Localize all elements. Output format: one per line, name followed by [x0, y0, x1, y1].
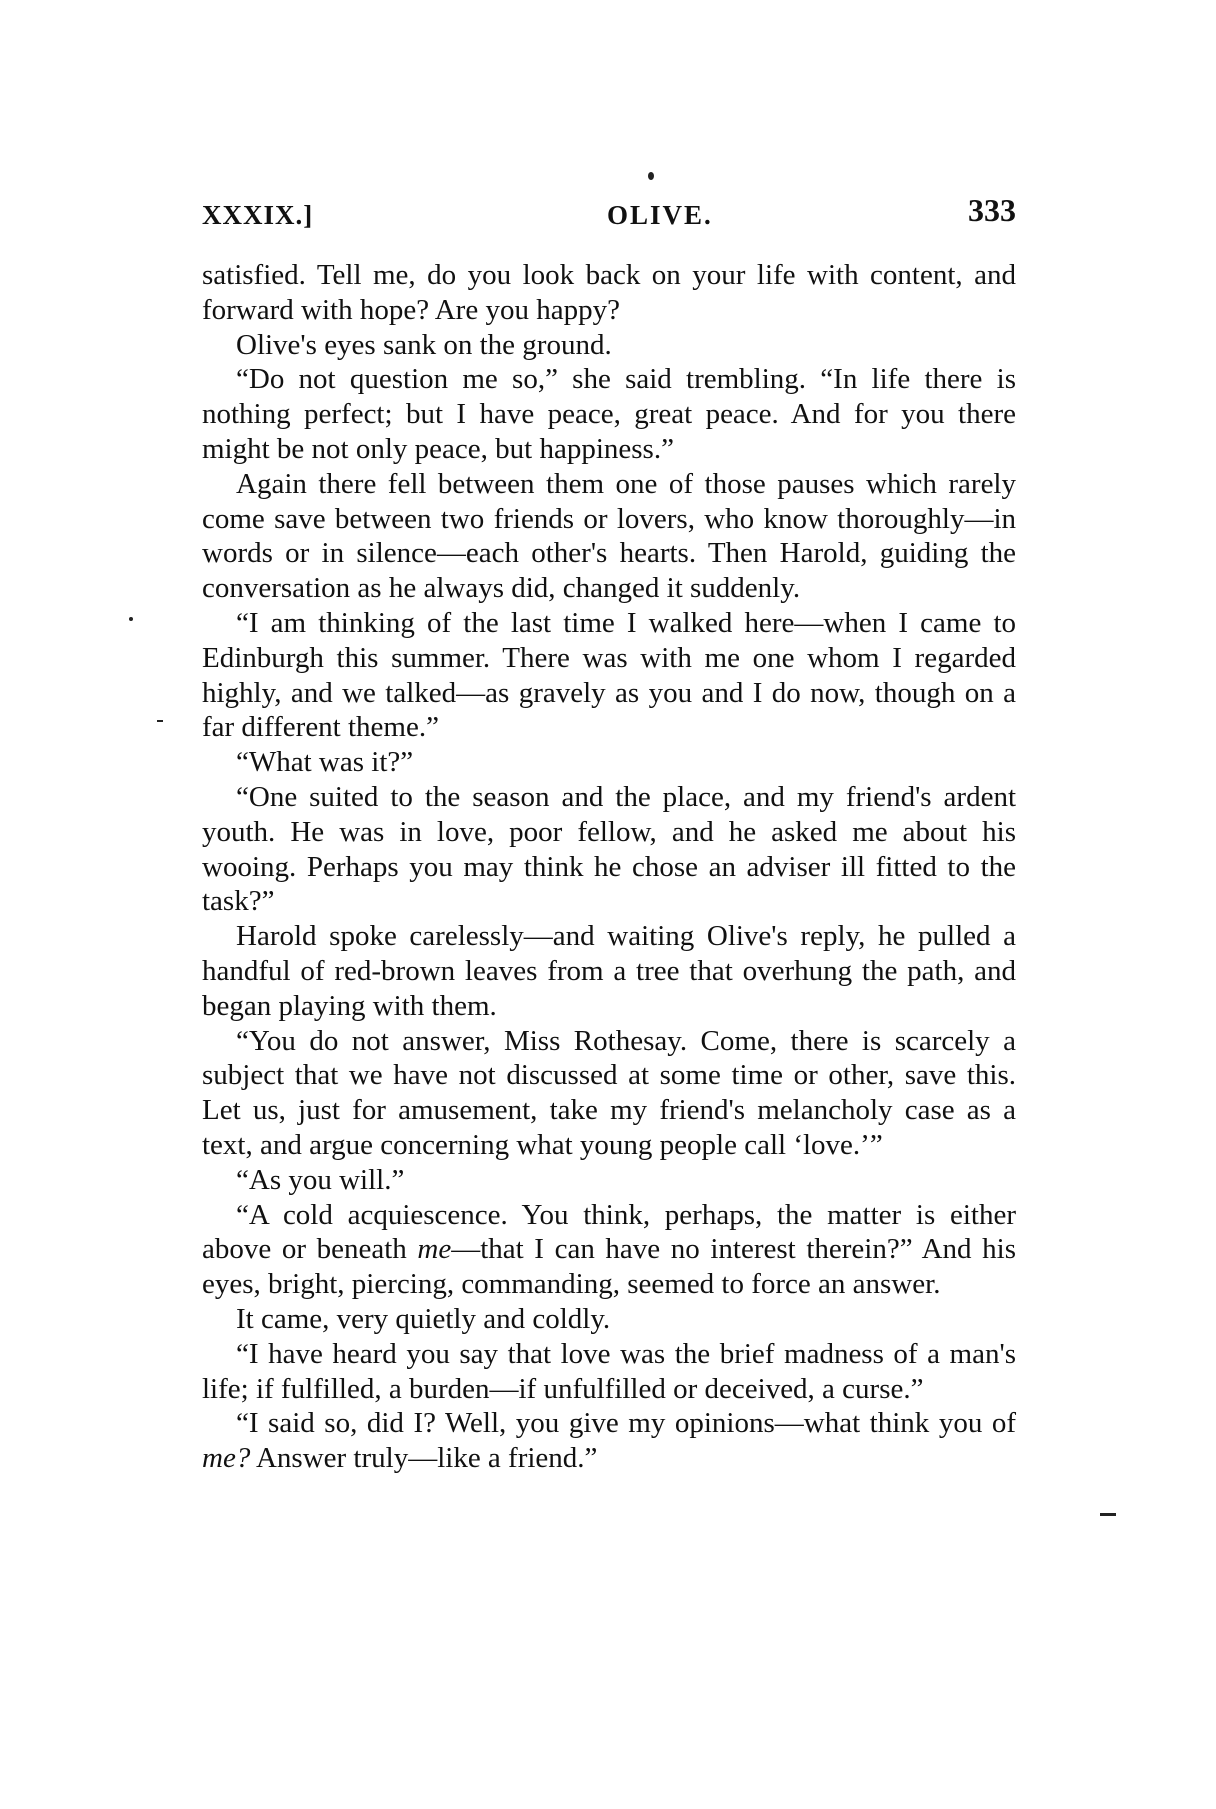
paragraph: “You do not answer, Miss Rothesay. Come, there is scarcely a subject that we have not discussed at some time or other, save this. Let us, just for amusement, take my friend's melancholy case as a text, and argue concerning what young people call ‘love.’” — [202, 1024, 1016, 1161]
paragraph: “As you will.” — [236, 1163, 405, 1196]
text-run: “A cold acquiescence. You think, perhaps, the matter is either above or beneath — [202, 1198, 1016, 1266]
paragraph: Harold spoke carelessly—and waiting Olive's reply, he pulled a handful of red-brown leaves from a tree that overhung the path, and began playing with them. — [202, 920, 1016, 1022]
running-header — [202, 192, 1016, 240]
italic-word: me — [417, 1233, 452, 1266]
scan-speck — [648, 172, 654, 180]
paragraph: “Do not question me so,” she said trembling. “In life there is nothing perfect; but I have peace, great peace. And for you there might be not only peace, but happiness.” — [202, 363, 1016, 465]
paragraph: “I have heard you say that love was the brief madness of a man's life; if fulfilled, a burden—if unfulfilled or deceived, a curse.” — [202, 1337, 1016, 1405]
chapter-number: XXXIX.] — [202, 200, 314, 230]
paragraph: satisfied. Tell me, do you look back on your life with content, and forward with hope? Are you happy? — [202, 259, 1016, 326]
page-number: 333 — [968, 192, 1016, 228]
scan-speck — [1100, 1513, 1116, 1516]
scan-speck — [129, 617, 133, 621]
paragraph: Again there fell between them one of those pauses which rarely come save between two friends or lovers, who know thoroughly—in words or in silence—each other's hearts. Then Harold, guiding the conversation as he always did, changed it suddenly. — [202, 467, 1016, 605]
paragraph — [202, 1406, 1016, 1476]
paragraph: “What was it?” — [236, 746, 414, 779]
paragraph: It came, very quietly and coldly. — [236, 1302, 611, 1335]
text-run: “I said so, did I? Well, you give my opinions—what think you of — [236, 1407, 1016, 1440]
paragraph: “I am thinking of the last time I walked here—when I came to Edinburgh this summer. There was with me one whom I regarded highly, and we talked—as gravely as you and I do now, though on a far different theme.” — [202, 606, 1016, 744]
body-text — [202, 258, 1016, 1476]
paragraph: Olive's eyes sank on the ground. — [236, 328, 612, 361]
italic-word: me? — [202, 1442, 251, 1475]
paragraph: “One suited to the season and the place, and my friend's ardent youth. He was in love, poor fellow, and he asked me about his wooing. Perhaps you may think he chose an adviser ill fitted to the task?” — [202, 780, 1016, 918]
paragraph — [202, 1198, 1016, 1302]
running-title: OLIVE. — [607, 200, 713, 230]
scan-speck — [157, 720, 163, 722]
text-run: Answer truly—like a friend.” — [250, 1442, 598, 1475]
text-run: —that I can have no interest therein?” And his eyes, bright, piercing, commanding, seemed to force an answer. — [202, 1233, 1016, 1301]
